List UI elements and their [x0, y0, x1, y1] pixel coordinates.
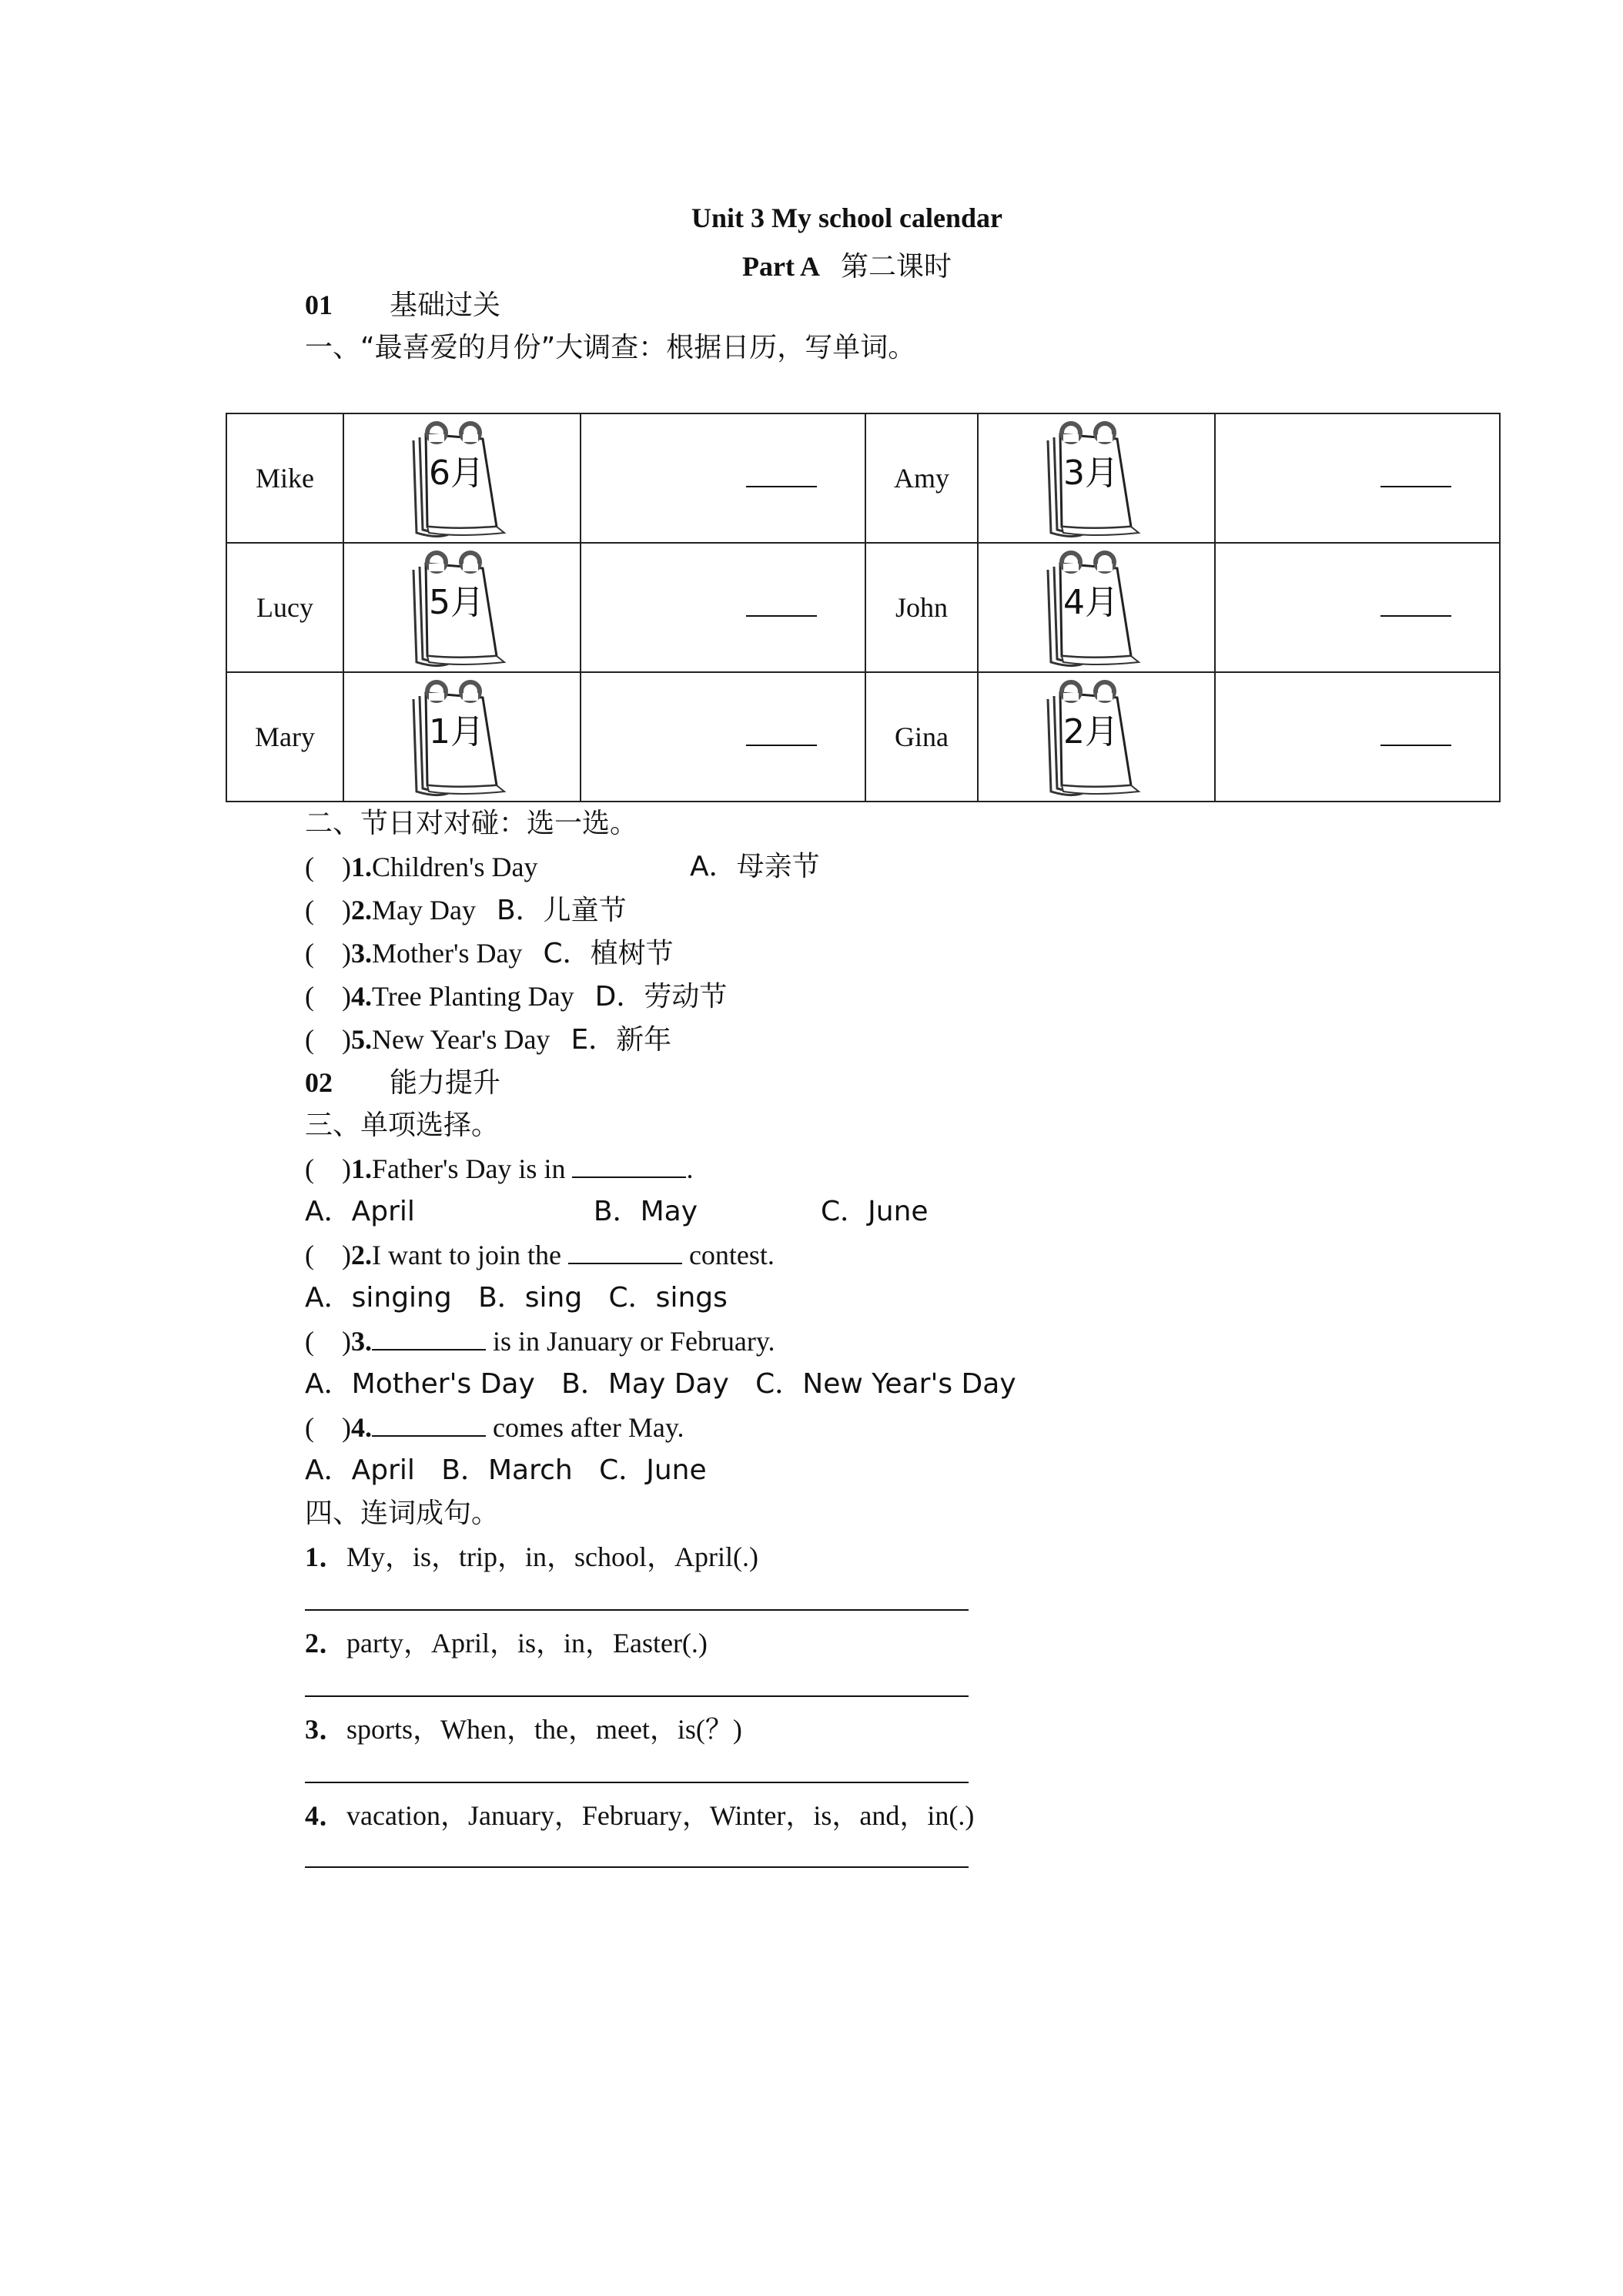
- person-name: Lucy: [226, 543, 343, 672]
- item-number: 4．: [305, 1800, 347, 1831]
- q4-item-2: [305, 1626, 708, 1660]
- q3-options-1: [305, 1195, 929, 1229]
- answer-paren[interactable]: ( ): [305, 981, 351, 1012]
- item-number: 3.: [350, 938, 372, 969]
- q4-heading: 四、连词成句。: [305, 1498, 500, 1529]
- q4-item-4: [305, 1799, 974, 1832]
- q2-heading: 二、节日对对碰：选一选。: [305, 808, 638, 839]
- calendar-cell: [978, 672, 1215, 802]
- answer-paren[interactable]: ( ): [305, 1240, 351, 1270]
- fill-blank[interactable]: [372, 1412, 486, 1437]
- calendar-cell: [343, 413, 581, 543]
- item-number: 3．: [305, 1714, 347, 1745]
- answer-paren[interactable]: ( ): [305, 1412, 351, 1443]
- q3-options-2: [305, 1281, 728, 1315]
- section-01-header: [305, 288, 500, 323]
- option-a[interactable]: A．April: [305, 1196, 415, 1227]
- item-number: 1.: [350, 852, 372, 882]
- answer-blank[interactable]: [746, 463, 817, 487]
- answer-line[interactable]: [305, 1782, 969, 1783]
- page-subtitle: [0, 245, 1623, 284]
- option-b[interactable]: B．March: [441, 1454, 573, 1486]
- answer-line[interactable]: [305, 1866, 969, 1868]
- fill-blank[interactable]: [568, 1240, 682, 1264]
- item-number: 5.: [350, 1024, 372, 1055]
- item-text: Children's Day: [371, 852, 538, 882]
- item-text: I want to join the: [371, 1240, 568, 1270]
- answer-blank-cell[interactable]: [581, 543, 865, 672]
- month-survey-table: [226, 413, 1501, 802]
- item-number: 2.: [350, 895, 372, 925]
- page-title: Unit 3 My school calendar: [691, 202, 1002, 233]
- fill-blank[interactable]: [572, 1153, 686, 1178]
- item-text: Father's Day is in: [371, 1153, 573, 1184]
- month-label: 5月: [429, 583, 484, 622]
- section-number: 01: [305, 290, 333, 320]
- q3-item-3: [305, 1324, 775, 1358]
- q2-item-2: [305, 893, 627, 928]
- item-number: 4.: [350, 981, 372, 1012]
- answer-blank[interactable]: [746, 721, 817, 746]
- answer-paren[interactable]: ( ): [305, 938, 351, 969]
- answer-paren[interactable]: ( ): [305, 895, 351, 925]
- q2-item-4: [305, 979, 727, 1014]
- item-text: Mother's Day: [371, 938, 523, 969]
- table-row: [226, 543, 1500, 672]
- item-text: contest.: [681, 1240, 775, 1270]
- person-name: Mary: [226, 672, 343, 802]
- person-name: John: [865, 543, 978, 672]
- q4-item-3: [305, 1712, 742, 1746]
- calendar-cell: [343, 672, 581, 802]
- option-b[interactable]: B．May Day: [561, 1368, 729, 1400]
- item-text: sports，When，the，meet，is(？): [346, 1714, 742, 1745]
- q3-options-3: [305, 1367, 1016, 1401]
- option-a[interactable]: A．Mother's Day: [305, 1368, 535, 1400]
- q2-option: A．母亲节: [690, 851, 820, 882]
- item-text: is in January or February.: [485, 1326, 775, 1357]
- item-text: Tree Planting Day: [371, 981, 574, 1012]
- option-c[interactable]: C．June: [821, 1196, 929, 1227]
- answer-paren[interactable]: ( ): [305, 1326, 351, 1357]
- q3-item-2: [305, 1238, 775, 1272]
- q3-heading: 三、单项选择。: [305, 1110, 500, 1141]
- item-text: My，is，trip，in，school，April(.): [346, 1541, 758, 1572]
- answer-blank[interactable]: [1380, 592, 1451, 617]
- q3-options-4: [305, 1454, 707, 1488]
- table-row: [226, 672, 1500, 802]
- month-label: 2月: [1063, 712, 1119, 751]
- section-number: 02: [305, 1067, 333, 1098]
- answer-blank-cell[interactable]: [1215, 413, 1500, 543]
- item-text: vacation，January，February，Winter，is，and，in(.): [346, 1800, 975, 1831]
- month-label: 3月: [1063, 454, 1119, 493]
- person-name: Gina: [865, 672, 978, 802]
- answer-paren[interactable]: ( ): [305, 852, 351, 882]
- person-name: Mike: [226, 413, 343, 543]
- q1-heading: 一、“最喜爱的月份”大调查：根据日历，写单词。: [305, 332, 916, 363]
- lesson-label: 第二课时: [840, 251, 952, 283]
- q2-item-3: [305, 936, 674, 971]
- table-row: [226, 413, 1500, 543]
- month-label: 1月: [429, 712, 484, 751]
- q2-option: E．新年: [571, 1024, 672, 1056]
- answer-blank-cell[interactable]: [581, 672, 865, 802]
- month-label: 4月: [1063, 583, 1119, 622]
- item-number: 2.: [350, 1240, 372, 1270]
- answer-blank-cell[interactable]: [1215, 672, 1500, 802]
- item-text: New Year's Day: [371, 1024, 550, 1055]
- section-label: 能力提升: [390, 1067, 501, 1099]
- fill-blank[interactable]: [372, 1326, 486, 1350]
- month-label: 6月: [429, 454, 484, 493]
- answer-paren[interactable]: ( ): [305, 1153, 351, 1184]
- option-c[interactable]: C．New Year's Day: [755, 1368, 1016, 1400]
- item-number: 1．: [305, 1541, 347, 1572]
- section-02-header: [305, 1066, 500, 1100]
- q2-option: D．劳动节: [594, 981, 728, 1012]
- item-text: comes after May.: [485, 1412, 684, 1443]
- q2-item-1: [305, 850, 537, 884]
- answer-paren[interactable]: ( ): [305, 1024, 351, 1055]
- option-c[interactable]: C．June: [599, 1454, 707, 1486]
- answer-blank-cell[interactable]: [1215, 543, 1500, 672]
- option-c[interactable]: C．sings: [608, 1282, 728, 1314]
- q2-option: C．植树节: [543, 938, 674, 969]
- answer-blank[interactable]: [1380, 721, 1451, 746]
- answer-blank-cell[interactable]: [581, 413, 865, 543]
- q4-item-1: [305, 1540, 758, 1574]
- item-text: party，April，is，in，Easter(.): [346, 1628, 708, 1658]
- q3-item-4: [305, 1411, 684, 1444]
- item-number: 3.: [350, 1326, 372, 1357]
- q2-option: B．儿童节: [496, 895, 627, 926]
- option-b[interactable]: B．sing: [478, 1282, 583, 1314]
- q3-item-1: [305, 1152, 693, 1186]
- option-a[interactable]: A．singing: [305, 1282, 452, 1314]
- item-text: May Day: [371, 895, 476, 925]
- item-number: 4.: [350, 1412, 372, 1443]
- calendar-cell: [343, 543, 581, 672]
- option-b[interactable]: B．May: [593, 1196, 698, 1227]
- answer-blank[interactable]: [1380, 463, 1451, 487]
- answer-line[interactable]: [305, 1695, 969, 1697]
- option-a[interactable]: A．April: [305, 1454, 415, 1486]
- person-name: Amy: [865, 413, 978, 543]
- item-text: .: [686, 1153, 694, 1184]
- part-label: Part A: [742, 251, 820, 282]
- calendar-cell: [978, 543, 1215, 672]
- item-number: 1.: [350, 1153, 372, 1184]
- q2-item-5: [305, 1022, 671, 1057]
- answer-line[interactable]: [305, 1609, 969, 1611]
- item-number: 2．: [305, 1628, 347, 1658]
- calendar-cell: [978, 413, 1215, 543]
- section-label: 基础过关: [390, 290, 501, 321]
- answer-blank[interactable]: [746, 592, 817, 617]
